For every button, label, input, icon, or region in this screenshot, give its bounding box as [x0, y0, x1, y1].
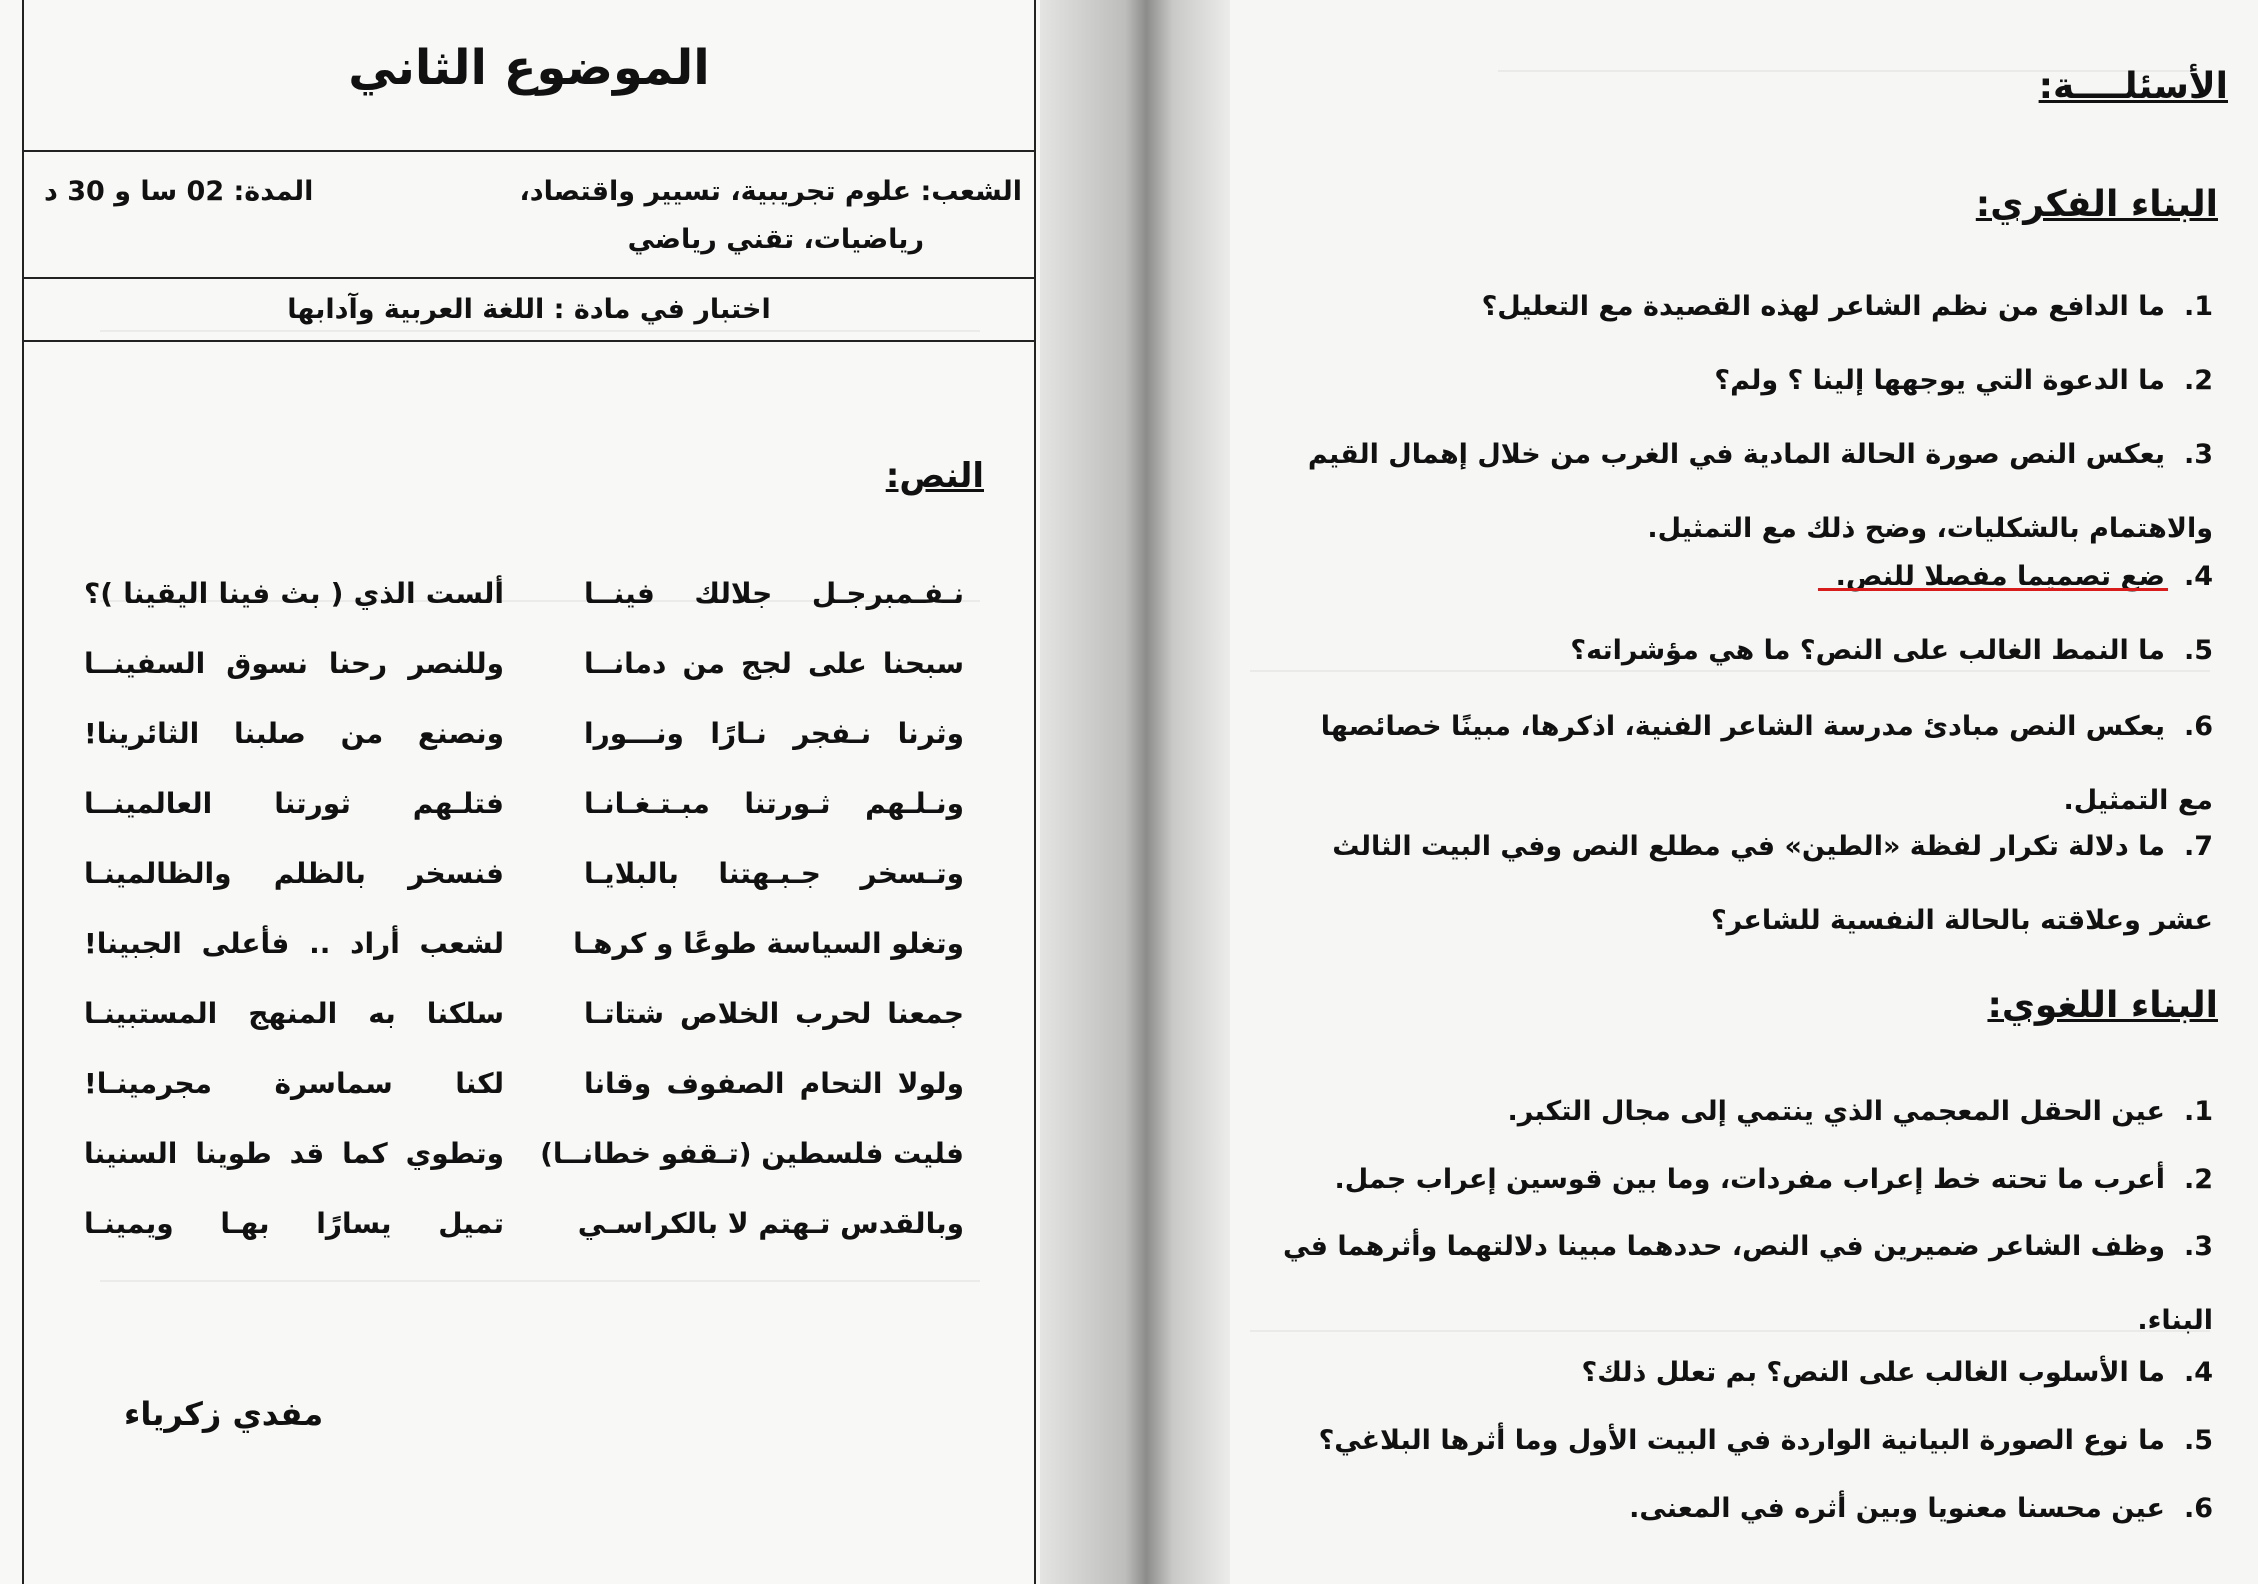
question-text: يعكس النص مبادئ مدرسة الشاعر الفنية، اذكرها، مبينًا خصائصها مع التمثيل. — [1320, 711, 2213, 816]
question-text: ما الدافع من نظم الشاعر لهذه القصيدة مع التعليل؟ — [1481, 291, 2165, 322]
question-item — [1278, 1336, 2213, 1410]
question-item — [1278, 270, 2213, 344]
poem-verse — [24, 1067, 1034, 1137]
question-number: 5. — [2183, 1425, 2213, 1456]
question-number: 7. — [2183, 831, 2213, 862]
question-text: ما الدعوة التي يوجهها إلينا ؟ ولم؟ — [1714, 365, 2165, 396]
exam-subject: اختبار في مادة : اللغة العربية وآدابها — [287, 294, 771, 325]
verse-first-hemistich: وتغلو السياسة طوعًا و كرهـا — [573, 927, 964, 960]
question-text: ما دلالة تكرار لفظة «الطين» في مطلع النص وفي البيت الثالث عشر وعلاقته بالحالة النفسية للشاعر؟ — [1332, 831, 2213, 936]
poem-verse — [24, 787, 1034, 857]
text-heading: النص: — [885, 456, 984, 496]
poem-verse — [24, 1137, 1034, 1207]
verse-second-hemistich: فتلـهم ثورتنا العالمينــا — [84, 787, 504, 820]
exam-title: الموضوع الثاني — [348, 40, 710, 96]
verse-second-hemistich: لشعب أراد .. فأعلى الجبينا! — [84, 927, 504, 960]
question-item — [1278, 1075, 2213, 1149]
question-text: وظف الشاعر ضميرين في النص، حددهما مبينا دلالتهما وأثرهما في البناء. — [1282, 1231, 2213, 1336]
question-number: 3. — [2183, 1231, 2213, 1262]
poem-verse — [24, 1207, 1034, 1277]
question-number: 3. — [2183, 439, 2213, 470]
question-text: يعكس النص صورة الحالة المادية في الغرب من خلال إهمال القيم والاهتمام بالشكليات، وضح ذلك مع التمثيل. — [1307, 439, 2213, 544]
verse-second-hemistich: وتطوي كما قد طوينا السنينا — [84, 1137, 504, 1170]
left-page — [0, 0, 1040, 1584]
poem-author: مفدي زكرياء — [124, 1395, 324, 1433]
question-item — [1278, 344, 2213, 418]
verse-first-hemistich: ولولا التحام الصفوف وقانا — [584, 1067, 964, 1100]
question-text: ضع تصميما مفصلا للنص. — [1835, 561, 2165, 592]
verse-first-hemistich: وبالقدس تـهتم لا بالكراسـي — [577, 1207, 964, 1240]
verse-first-hemistich: جمعنا لحرب الخلاص شتاتـا — [584, 997, 964, 1030]
exam-duration: المدة: 02 سا و 30 د — [44, 176, 314, 207]
frame-divider — [24, 340, 1034, 342]
question-text: أعرب ما تحته خط إعراب مفردات، وما بين قوسين إعراب جمل. — [1334, 1164, 2165, 1195]
question-number: 4. — [2183, 1357, 2213, 1388]
poem-verse — [24, 997, 1034, 1067]
verse-second-hemistich: سلكنا به المنهج المستبينـا — [84, 997, 504, 1030]
verse-first-hemistich: سبحنا على لجج من دمانــا — [584, 647, 964, 680]
book-gutter — [1040, 0, 1230, 1584]
question-text: ما الأسلوب الغالب على النص؟ بم تعلل ذلك؟ — [1581, 1357, 2165, 1388]
streams-label: الشعب: علوم تجريبية، تسيير واقتصاد، — [519, 176, 1022, 207]
streams-label-line2: رياضيات، تقني رياضي — [627, 224, 924, 255]
verse-first-hemistich: ونـلـهم ثـورتنا مبـتـغـانـا — [584, 787, 964, 820]
question-number: 1. — [2183, 1096, 2213, 1127]
question-item — [1278, 1143, 2213, 1217]
right-page — [1230, 0, 2258, 1584]
question-number: 2. — [2183, 365, 2213, 396]
frame-divider — [24, 150, 1034, 152]
verse-second-hemistich: فنسخر بالظلم والظالمينـا — [84, 857, 504, 890]
verse-first-hemistich: فليت فلسطين (تـقفو خطانــا) — [540, 1137, 964, 1170]
poem-verse — [24, 577, 1034, 647]
verse-second-hemistich: ونصنع من صلبنا الثائرينا! — [84, 717, 504, 750]
verse-first-hemistich: وتـسخر جـبـهتنا بالبلايـا — [584, 857, 964, 890]
poem-verse — [24, 647, 1034, 717]
questions-heading: الأسئلــــة: — [2038, 66, 2228, 107]
verse-first-hemistich: نـفـمبرجـل جلالك فينــا — [584, 577, 964, 610]
question-number: 2. — [2183, 1164, 2213, 1195]
verse-first-hemistich: وثرنا نـفجر نـارًا ونـــورا — [584, 717, 964, 750]
question-item — [1278, 1472, 2213, 1546]
verse-second-hemistich: لكنا سماسرة مجرمينـا! — [84, 1067, 504, 1100]
poem-verse — [24, 717, 1034, 787]
poem-verse — [24, 857, 1034, 927]
question-text: ما نوع الصورة البيانية الواردة في البيت الأول وما أثرها البلاغي؟ — [1318, 1425, 2165, 1456]
question-item — [1278, 614, 2213, 688]
poem-verse — [24, 927, 1034, 997]
verse-second-hemistich: وللنصر رحنا نسوق السفينــا — [84, 647, 504, 680]
question-item — [1278, 540, 2213, 614]
question-text: عين الحقل المعجمي الذي ينتمي إلى مجال التكبر. — [1507, 1096, 2165, 1127]
question-number: 4. — [2183, 561, 2213, 592]
section-heading-linguistic: البناء اللغوي: — [1987, 985, 2218, 1026]
question-text: عين محسنا معنويا وبين أثره في المعنى. — [1629, 1493, 2165, 1524]
question-number: 6. — [2183, 711, 2213, 742]
question-item — [1278, 1404, 2213, 1478]
question-number: 1. — [2183, 291, 2213, 322]
verse-second-hemistich: تميل يسارًا بهـا ويمينـا — [84, 1207, 504, 1240]
frame-divider — [24, 277, 1034, 279]
exam-frame — [22, 0, 1036, 1584]
question-number: 6. — [2183, 1493, 2213, 1524]
section-heading-intellectual: البناء الفكري: — [1975, 184, 2218, 225]
question-item — [1278, 810, 2213, 958]
question-text: ما النمط الغالب على النص؟ ما هي مؤشراته؟ — [1570, 635, 2165, 666]
red-underline-annotation — [1818, 588, 2168, 591]
question-number: 5. — [2183, 635, 2213, 666]
verse-second-hemistich: ألست الذي ( بث فينا اليقينا )؟ — [84, 577, 504, 610]
